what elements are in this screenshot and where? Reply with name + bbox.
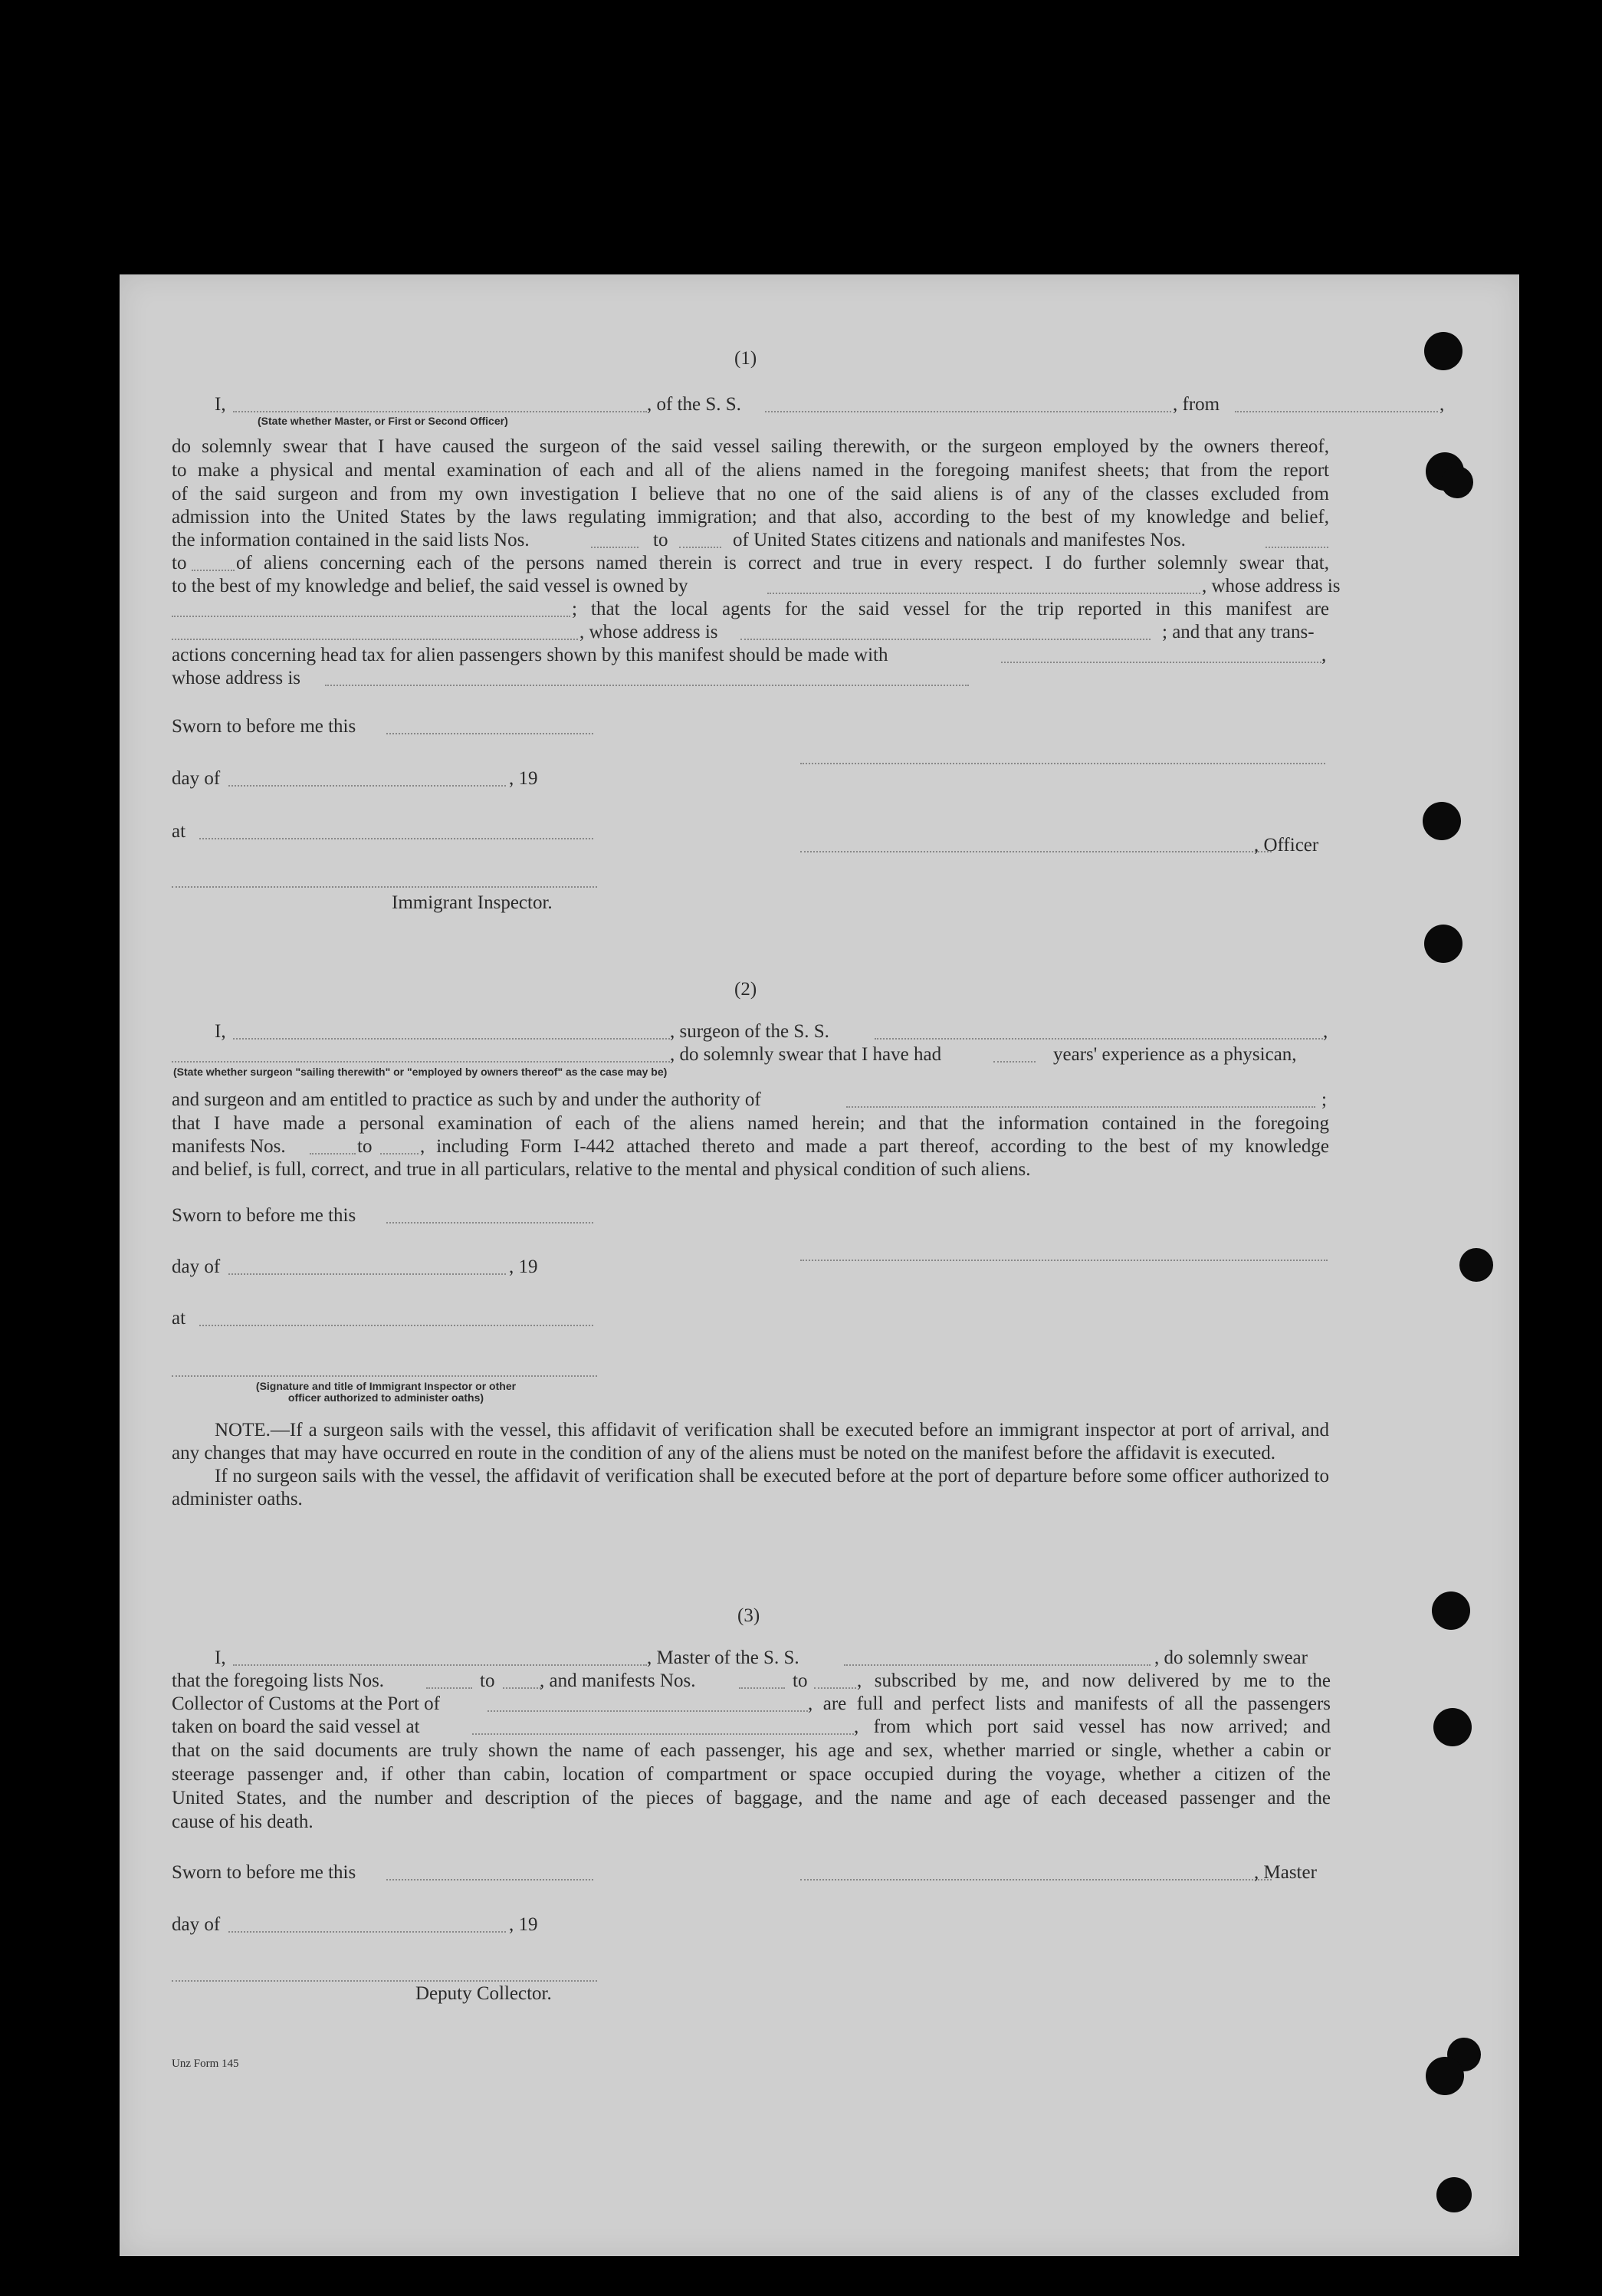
lists-label: the information contained in the said lists Nos. <box>172 530 530 550</box>
authority-field[interactable] <box>846 1106 1315 1108</box>
owner-address-field[interactable] <box>172 616 570 617</box>
to-label: to <box>793 1670 808 1691</box>
port-field[interactable] <box>487 1710 808 1712</box>
owner-field[interactable] <box>767 593 1200 594</box>
binder-hole <box>1441 466 1473 498</box>
surgeon-signature-field[interactable] <box>800 1260 1328 1261</box>
officer-name-label: I, <box>215 394 226 415</box>
manifests-from-field[interactable] <box>739 1687 785 1689</box>
note-block <box>172 1419 1329 1511</box>
inspector-signature-field[interactable] <box>172 886 597 888</box>
comma: , <box>1321 645 1327 665</box>
sworn-day-field[interactable] <box>386 733 593 734</box>
port-label: Collector of Customs at the Port of <box>172 1693 440 1714</box>
surgeon-name-label: I, <box>215 1021 226 1042</box>
year-label: , 19 <box>509 1914 538 1935</box>
physician-label: years' experience as a physican, <box>1053 1044 1297 1065</box>
oath-line: do solemnly swear that I have caused the surgeon of the said vessel sailing therewith, or the surgeon employed by the owners thereof, <box>172 436 1329 457</box>
oath-line: United States, and the number and description of the pieces of baggage, and the name and age of each deceased passenger and the <box>172 1788 1331 1808</box>
address-label: , whose address is <box>1202 576 1341 596</box>
authority-label: and surgeon and am entitled to practice as such by and under the authority of <box>172 1089 761 1110</box>
surgeon-ship-field[interactable] <box>875 1038 1323 1040</box>
binder-hole <box>1423 802 1461 840</box>
oath-line: and belief, is full, correct, and true in all particulars, relative to the mental and physical condition of such aliens. <box>172 1159 1031 1180</box>
master-ship-label: , Master of the S. S. <box>647 1647 799 1668</box>
sworn-label: Sworn to before me this <box>172 1205 356 1226</box>
binder-hole <box>1424 925 1462 963</box>
section-number: (3) <box>737 1605 760 1626</box>
day-of-field[interactable] <box>228 785 506 787</box>
agents-label: ; that the local agents for the said vessel for the trip reported in this manifest are <box>572 599 1329 619</box>
oath-line: of aliens concerning each of the persons named therein is correct and true in every respect. I do further solemnly swear that, <box>236 553 1329 573</box>
oath-line: steerage passenger and, if other than cabin, location of compartment or space occupied during the voyage, whether a citizen of the <box>172 1764 1331 1785</box>
deputy-signature-field[interactable] <box>172 1980 597 1982</box>
embark-label: taken on board the said vessel at <box>172 1716 420 1737</box>
agents-address-field[interactable] <box>740 639 1151 640</box>
master-name-field[interactable] <box>233 1664 647 1666</box>
year-label: , 19 <box>509 1256 538 1277</box>
comma: , <box>1323 1021 1328 1042</box>
note-paragraph: If no surgeon sails with the vessel, the affidavit of verification shall be executed before at the port of departure before some officer authorized to administer oaths. <box>172 1466 1329 1509</box>
ship-name-field[interactable] <box>765 411 1171 412</box>
inspector-label: Immigrant Inspector. <box>392 892 553 913</box>
day-of-field[interactable] <box>228 1273 506 1275</box>
manifests-to-field[interactable] <box>192 570 235 571</box>
agents-field[interactable] <box>172 639 578 640</box>
officer-name-field[interactable] <box>233 411 647 412</box>
owner-label: to the best of my knowledge and belief, the said vessel is owned by <box>172 576 688 596</box>
surgeon-ship-label: , surgeon of the S. S. <box>670 1021 829 1042</box>
address-label: , whose address is <box>579 622 718 642</box>
master-ship-field[interactable] <box>844 1664 1151 1666</box>
binder-hole <box>1424 332 1462 370</box>
sworn-day-field[interactable] <box>386 1879 593 1880</box>
surgeon-type-field[interactable] <box>172 1061 670 1063</box>
officer-signature-field[interactable] <box>800 763 1325 764</box>
oath-line: , including Form I-442 attached thereto and made a part thereof, according to the best of my knowledge <box>420 1136 1329 1157</box>
oath-line: , subscribed by me, and now delivered by me to the <box>857 1670 1331 1691</box>
day-of-field[interactable] <box>228 1931 506 1933</box>
head-tax-label: actions concerning head tax for alien passengers shown by this manifest should be made with <box>172 645 888 665</box>
ship-label: , of the S. S. <box>647 394 741 415</box>
oath-line: , are full and perfect lists and manifests of all the passengers <box>808 1693 1331 1714</box>
sworn-label: Sworn to before me this <box>172 1862 356 1883</box>
oath-line: that I have made a personal examination of each of the aliens named herein; and that the information contained in the foregoing <box>172 1113 1329 1134</box>
lists-to-field[interactable] <box>679 547 721 548</box>
head-tax-address-field[interactable] <box>325 685 969 686</box>
surgeon-name-field[interactable] <box>233 1038 670 1040</box>
section-number: (2) <box>734 979 757 1000</box>
oath-line: admission into the United States by the laws regulating immigration; and that also, according to the best of my knowledge and belief, <box>172 507 1329 527</box>
inspector-signature-field[interactable] <box>172 1375 597 1377</box>
lists-to-field[interactable] <box>503 1687 541 1689</box>
swear-label: , do solemnly swear <box>1154 1647 1308 1668</box>
surgeon-note: (State whether surgeon "sailing therewith" or "employed by owners thereof" as the case may be) <box>173 1066 668 1078</box>
experience-label: , do solemnly swear that I have had <box>670 1044 942 1065</box>
embark-port-field[interactable] <box>472 1733 854 1735</box>
sworn-day-field[interactable] <box>386 1222 593 1224</box>
manifests-from-field[interactable] <box>310 1153 356 1155</box>
binder-hole <box>1432 1591 1470 1630</box>
citizens-label: of United States citizens and nationals and manifestes Nos. <box>733 530 1186 550</box>
lists-from-field[interactable] <box>426 1687 472 1689</box>
to-label: to <box>653 530 668 550</box>
note-paragraph: NOTE.—If a surgeon sails with the vessel, this affidavit of verification shall be executed before an immigrant inspector at port of arrival, and any changes that may have occurred en route in the condition of any of the aliens must be noted on the manifest before the affidavit is executed. <box>172 1420 1329 1463</box>
day-of-label: day of <box>172 1256 221 1277</box>
at-label: at <box>172 1308 186 1329</box>
signature-note: officer authorized to administer oaths) <box>287 1391 484 1404</box>
binder-hole <box>1436 2177 1472 2212</box>
manifests-to-field[interactable] <box>814 1687 856 1689</box>
document-page <box>120 274 1519 2256</box>
binder-hole <box>1426 2057 1464 2095</box>
deputy-label: Deputy Collector. <box>415 1983 552 2004</box>
at-field[interactable] <box>199 838 593 839</box>
master-signature-field[interactable] <box>800 1879 1272 1880</box>
semicolon: ; <box>1321 1089 1327 1110</box>
binder-hole <box>1459 1248 1493 1282</box>
binder-hole <box>1433 1708 1472 1746</box>
from-port-field[interactable] <box>1235 411 1438 412</box>
manifests-from-field[interactable] <box>1266 547 1328 548</box>
oath-line: , from which port said vessel has now arrived; and <box>854 1716 1331 1737</box>
master-label: , Master <box>1254 1862 1317 1883</box>
oath-line: that on the said documents are truly shown the name of each passenger, his age and sex, whether married or single, whether a cabin or <box>172 1740 1331 1761</box>
day-of-label: day of <box>172 768 221 789</box>
to-label: to <box>480 1670 495 1691</box>
manifests-to-field[interactable] <box>380 1153 419 1155</box>
day-of-label: day of <box>172 1914 221 1935</box>
form-number: Unz Form 145 <box>172 2058 239 2070</box>
manifests-label: , and manifests Nos. <box>540 1670 696 1691</box>
head-tax-field[interactable] <box>1001 662 1325 663</box>
officer-title-field[interactable] <box>800 851 1272 852</box>
officer-note: (State whether Master, or First or Second Officer) <box>258 415 508 427</box>
to-label: to <box>357 1136 373 1157</box>
section-number: (1) <box>734 348 757 369</box>
lists-from-field[interactable] <box>591 547 639 548</box>
oath-line: to make a physical and mental examination of each and all of the aliens named in the foregoing manifest sheets; that from the report <box>172 460 1329 481</box>
manifests-label: manifests Nos. <box>172 1136 286 1157</box>
at-label: at <box>172 821 186 842</box>
master-name-label: I, <box>215 1647 226 1668</box>
sworn-label: Sworn to before me this <box>172 716 356 737</box>
lists-label: that the foregoing lists Nos. <box>172 1670 385 1691</box>
year-label: , 19 <box>509 768 538 789</box>
signature-note: (Signature and title of Immigrant Inspector or other <box>255 1380 517 1392</box>
experience-years-field[interactable] <box>993 1061 1036 1063</box>
transactions-label: ; and that any trans- <box>1162 622 1315 642</box>
from-label: , from <box>1173 394 1220 415</box>
comma: , <box>1440 394 1445 415</box>
oath-line: cause of his death. <box>172 1812 314 1832</box>
address-label: whose address is <box>172 668 301 688</box>
oath-line: of the said surgeon and from my own investigation I believe that no one of the said aliens is of any of the classes excluded from <box>172 484 1329 504</box>
to-label: to <box>172 553 187 573</box>
officer-label: , Officer <box>1254 835 1319 856</box>
at-field[interactable] <box>199 1325 593 1326</box>
